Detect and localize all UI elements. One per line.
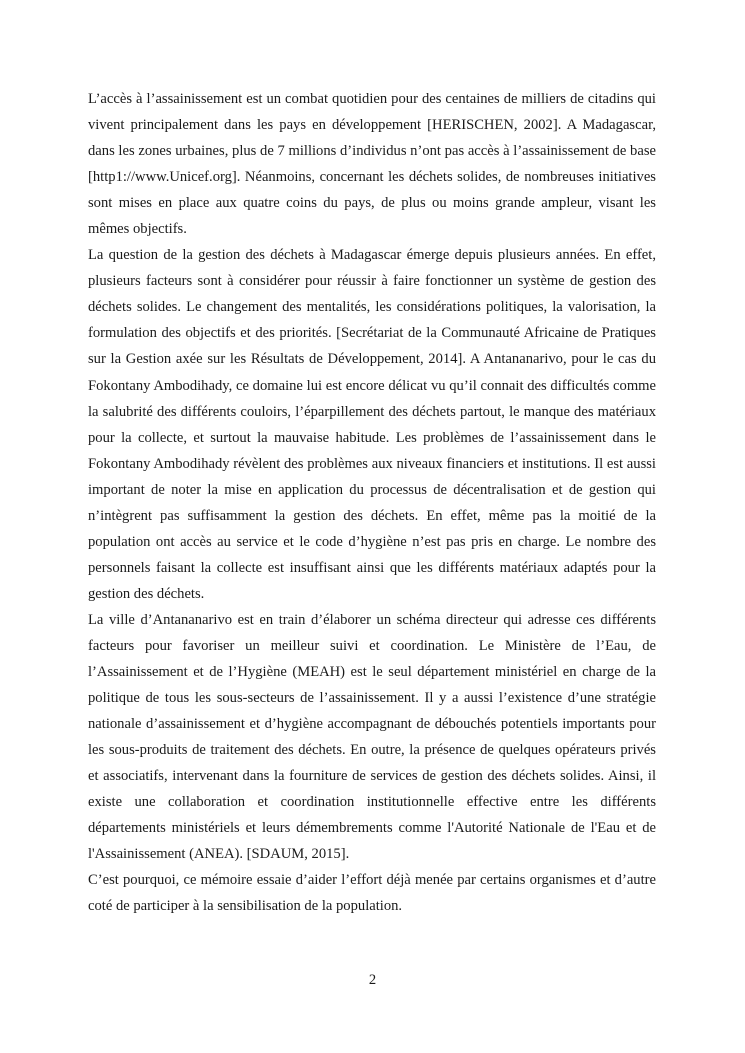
paragraph-thesis-purpose: C’est pourquoi, ce mémoire essaie d’aider l’effort déjà menée par certains organismes et d’autre coté de participer à la sensibilisation de la population.	[88, 872, 656, 915]
paragraph-waste-management-question: La question de la gestion des déchets à Madagascar émerge depuis plusieurs années. En effet, plusieurs facteurs sont à considérer pour réussir à faire fonctionner un système de gestion des déchets solides. Le changement des mentalités, les considérations politiques, la valorisation, la formulation des objectifs et des priorités. [Secrétariat de la Communauté Africaine de Pratiques sur la Gestion axée sur les Résultats de Développement, 2014]. A Antananarivo, pour le cas du Fokontany Ambodihady, ce domaine lui est encore délicat vu qu’il connait des difficultés comme la salubrité des différents couloirs, l’éparpillement des déchets partout, le manque des matériaux pour la collecte, et surtout la mauvaise habitude. Les problèmes de l’assainissement dans le Fokontany Ambodihady révèlent des problèmes aux niveaux financiers et institutions. Il est aussi important de noter la mise en application du processus de décentralisation et de gestion qui n’intègrent pas suffisamment la gestion des déchets. En effet, même pas la moitié de la population ont accès au service et le code d’hygiène n’est pas pris en charge. Le nombre des personnels faisant la collecte est insuffisant ainsi que les différents matériaux adaptés pour la gestion des déchets.	[88, 247, 656, 602]
paragraph-antananarivo-master-plan: La ville d’Antananarivo est en train d’élaborer un schéma directeur qui adresse ces différents facteurs pour favoriser un meilleur suivi et coordination. Le Ministère de l’Eau, de l’Assainissement et de l’Hygiène (MEAH) est le seul département ministériel en charge de la politique de tous les sous-secteurs de l’assainissement. Il y a aussi l’existence d’une stratégie nationale d’assainissement et d’hygiène accompagnant de débouchés potentiels importants pour les sous-produits de traitement des déchets. En outre, la présence de quelques opérateurs privés et associatifs, intervenant dans la fourniture de services de gestion des déchets solides. Ainsi, il existe une collaboration et coordination institutionnelle effective entre les différents départements ministériels et leurs démembrements comme l'Autorité Nationale de l'Eau et de l'Assainissement (ANEA). [SDAUM, 2015].	[88, 611, 656, 863]
paragraph-sanitation-access: L’accès à l’assainissement est un combat quotidien pour des centaines de milliers de citadins qui vivent principalement dans les pays en développement [HERISCHEN, 2002]. A Madagascar, dans les zones urbaines, plus de 7 millions d’individus n’ont pas accès à l’assainissement de base [http1://www.Unicef.org]. Néanmoins, concernant les déchets solides, de nombreuses initiatives sont mises en place aux quatre coins du pays, de plus ou moins grande ampleur, visant les mêmes objectifs.	[88, 91, 656, 238]
body-text	[88, 86, 656, 920]
page-number: 2	[368, 972, 377, 988]
